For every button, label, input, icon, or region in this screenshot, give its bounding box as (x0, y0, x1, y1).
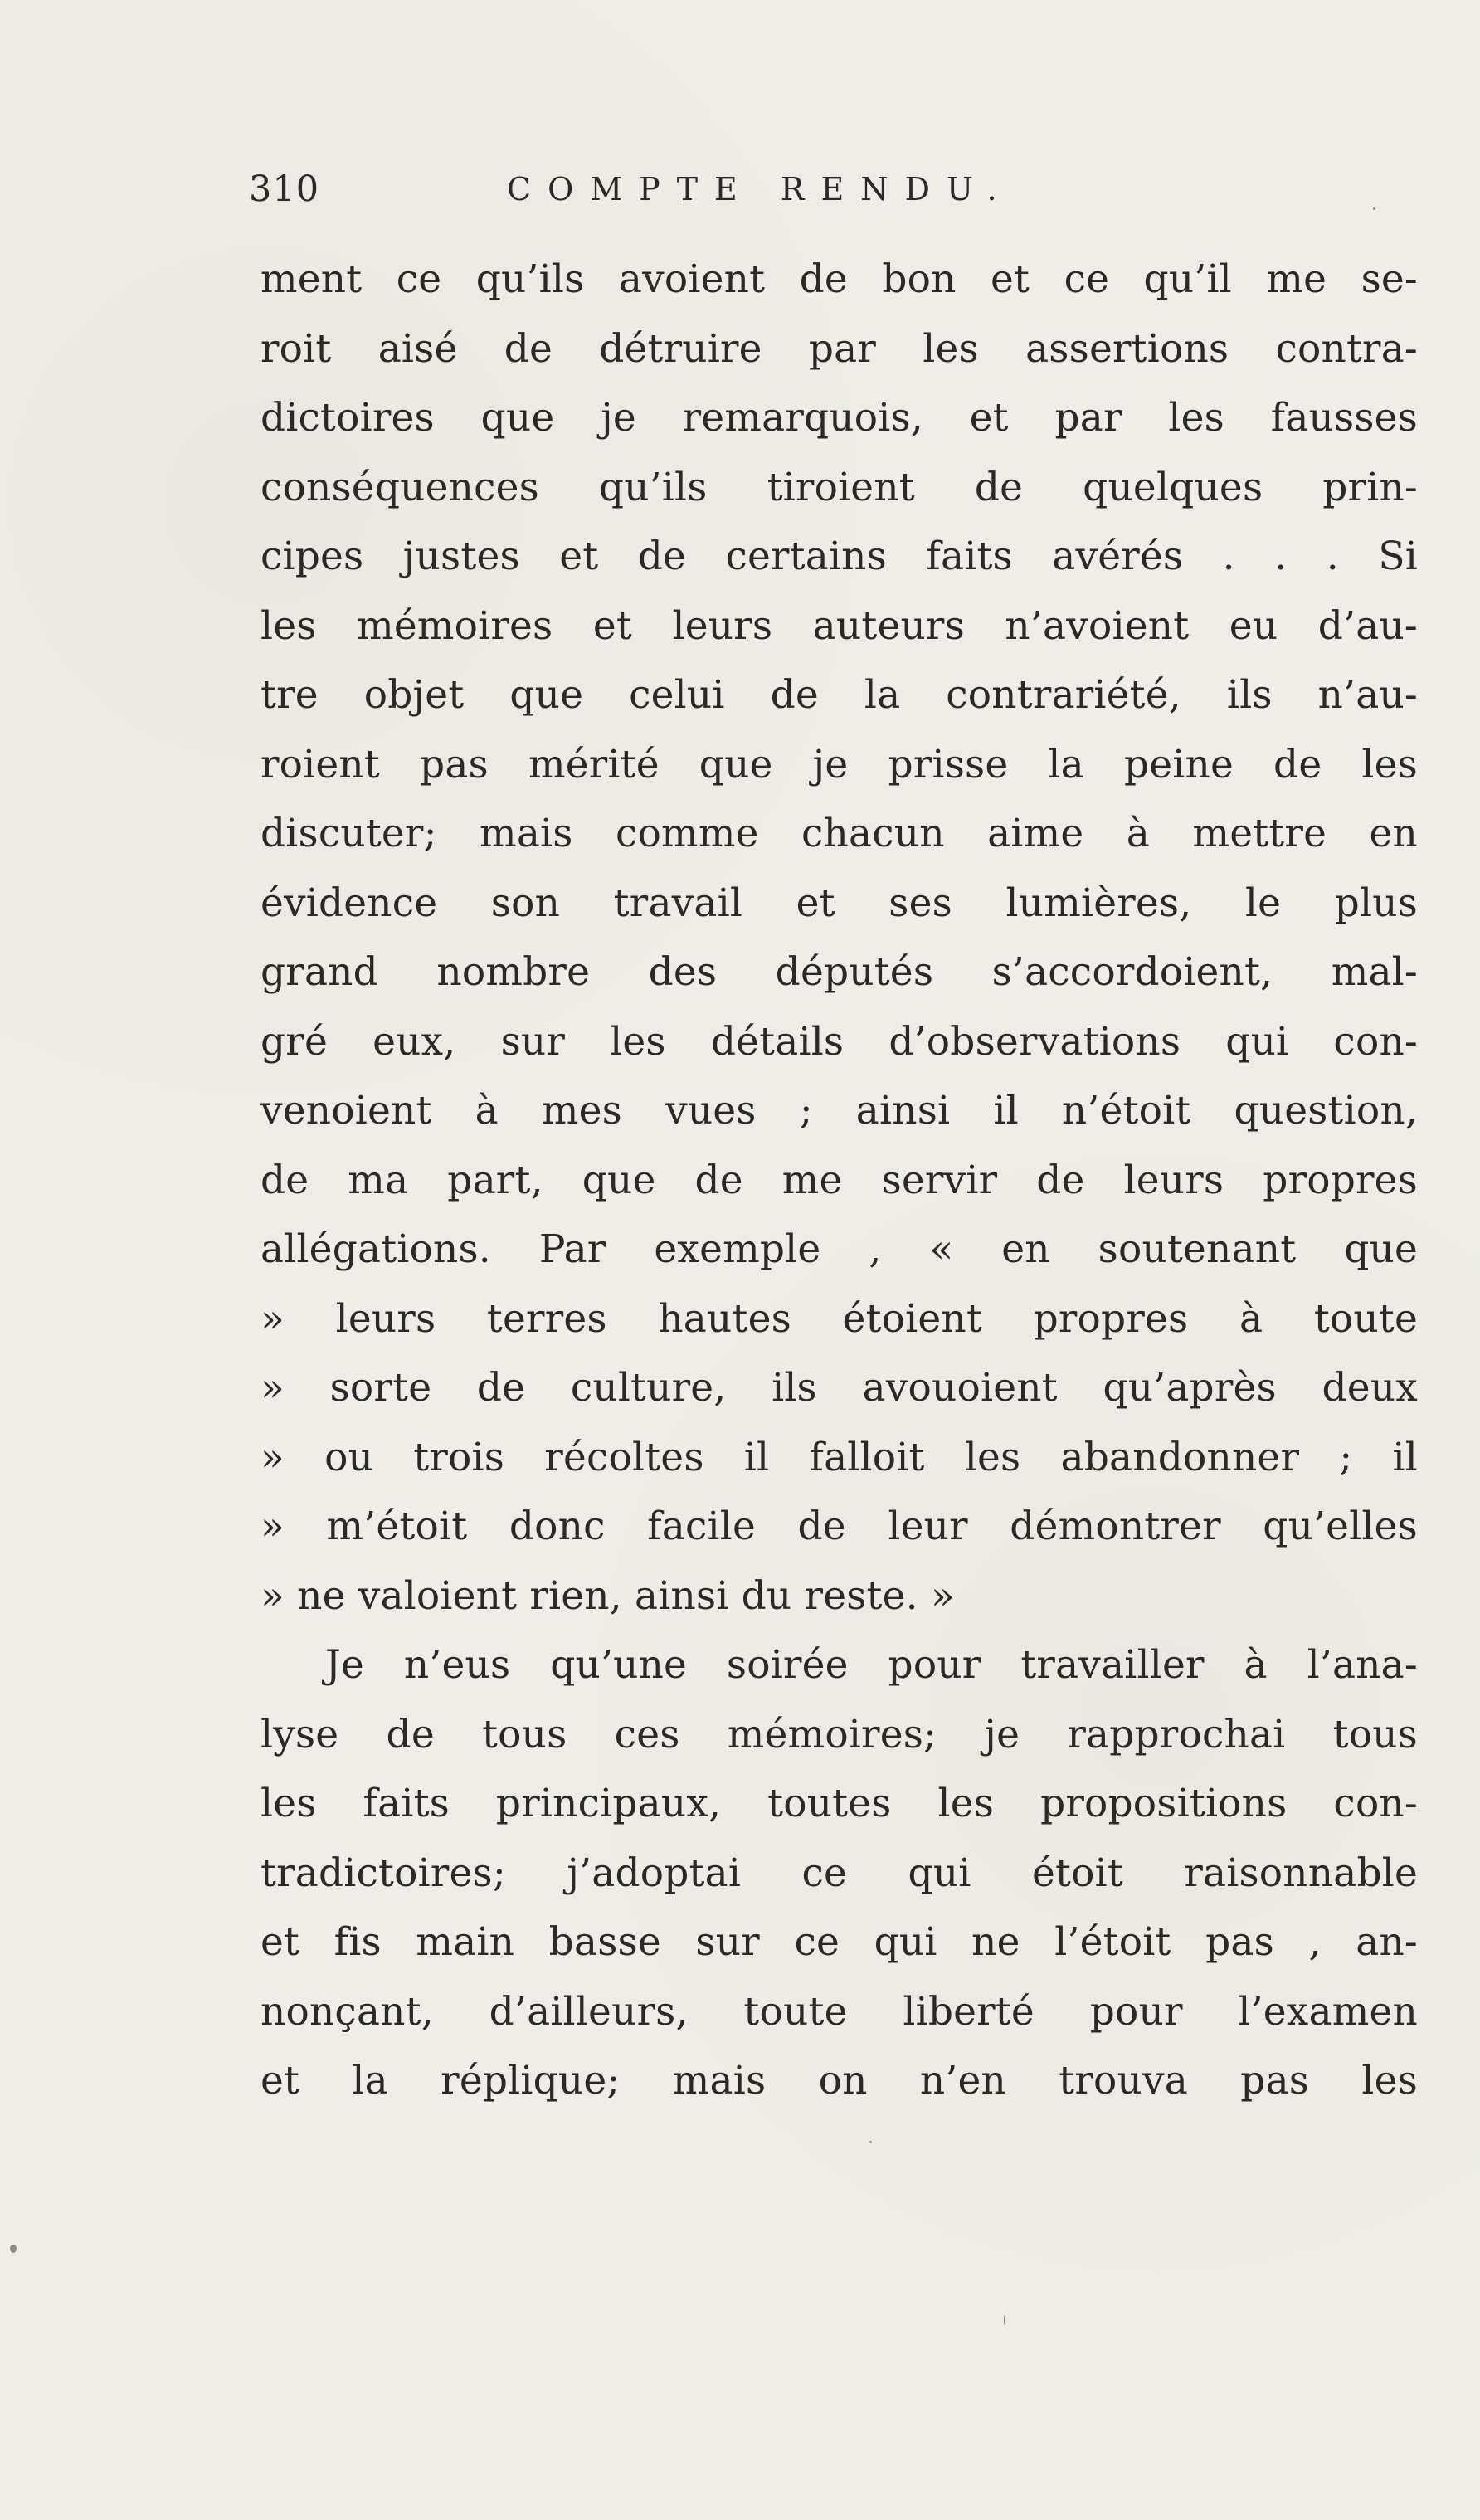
quote-line: » m’étoit donc facile de leur démontrer qu’elles (260, 1504, 1418, 1549)
text-line: discuter; mais comme chacun aime à mettre en (260, 811, 1418, 856)
text-line: et la réplique; mais on n’en trouva pas les (260, 2058, 1418, 2103)
text-line: tradictoires; j’adoptai ce qui étoit raisonnable (260, 1850, 1418, 1896)
paper-speck (10, 2245, 17, 2253)
text-line: les faits principaux, toutes les propositions con- (260, 1781, 1418, 1826)
paper-speck (869, 2141, 872, 2143)
quote-line: » sorte de culture, ils avouoient qu’après deux (260, 1365, 1418, 1411)
paragraph-start-line: Je n’eus qu’une soirée pour travailler à l’ana- (325, 1642, 1418, 1688)
text-line: dictoires que je remarquois, et par les fausses (260, 395, 1418, 441)
body-text (260, 245, 1418, 2116)
quote-line: » ou trois récoltes il falloit les abandonner ; il (260, 1434, 1418, 1480)
text-line: roient pas mérité que je prisse la peine de les (260, 741, 1418, 787)
quote-line: » leurs terres hautes étoient propres à toute (260, 1295, 1418, 1342)
text-line: et fis main basse sur ce qui ne l’étoit pas , an- (260, 1919, 1418, 1965)
text-line: grand nombre des députés s’accordoient, mal- (260, 949, 1418, 995)
text-line: de ma part, que de me servir de leurs propres (260, 1157, 1418, 1203)
text-line: roit aisé de détruire par les assertions contra- (260, 325, 1418, 372)
text-line: évidence son travail et ses lumières, le plus (260, 880, 1418, 926)
text-line: nonçant, d’ailleurs, toute liberté pour l’examen (260, 1988, 1418, 2035)
text-line: allégations. Par exemple , « en soutenant que (260, 1226, 1418, 1272)
quote-line: » ne valoient rien, ainsi du reste. » (260, 1572, 955, 1619)
text-line: lyse de tous ces mémoires; je rapprochai tous (260, 1711, 1418, 1757)
text-line: cipes justes et de certains faits avérés . . . Si (260, 534, 1418, 579)
text-line: gré eux, sur les détails d’observations qui con- (260, 1018, 1418, 1065)
running-head: COMPTE RENDU. (507, 171, 1014, 207)
paper-speck (1373, 207, 1375, 210)
page-header (249, 160, 1161, 218)
text-line: tre objet que celui de la contrariété, ils n’au- (260, 672, 1418, 718)
text-line: ment ce qu’ils avoient de bon et ce qu’il me se- (260, 256, 1418, 302)
paper-speck (1004, 2315, 1005, 2325)
page-number: 310 (249, 168, 320, 210)
text-line: conséquences qu’ils tiroient de quelques prin- (260, 464, 1418, 510)
text-line: venoient à mes vues ; ainsi il n’étoit question, (260, 1088, 1418, 1133)
text-line: les mémoires et leurs auteurs n’avoient eu d’au- (260, 602, 1418, 649)
